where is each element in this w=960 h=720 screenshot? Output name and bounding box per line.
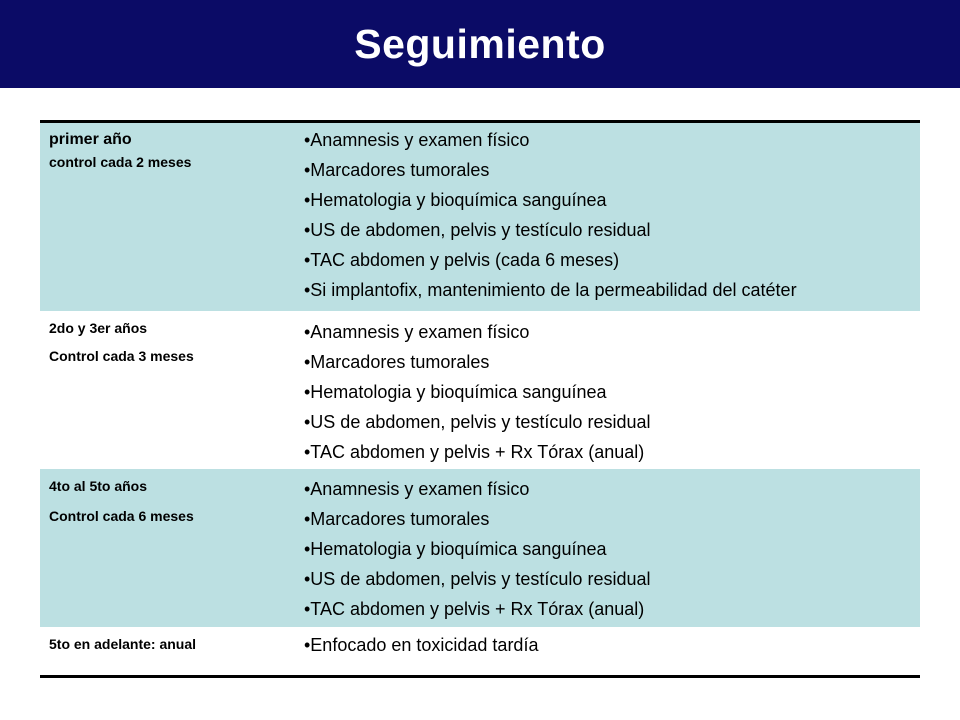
list-item: •Anamnesis y examen físico [304,479,530,499]
control-frequency: Control cada 6 meses [49,508,194,524]
title-bar [0,0,960,88]
list-item: •Marcadores tumorales [304,509,490,529]
list-item: •Marcadores tumorales [304,352,490,372]
table-row-2do-3er [40,311,920,469]
period-cell [40,469,302,627]
slide-title: Seguimiento [354,20,606,67]
table-row-primer-ano [40,123,920,311]
control-frequency: Control cada 3 meses [49,348,194,364]
period-label: primer año [49,131,132,148]
period-cell [40,627,302,675]
period-label: 5to en adelante: anual [49,636,197,652]
list-item: •US de abdomen, pelvis y testículo residual [304,412,651,432]
list-item: •Anamnesis y examen físico [304,130,530,150]
item-list [304,125,920,305]
list-item: •Hematologia y bioquímica sanguínea [304,190,607,210]
period-label: 4to al 5to años [49,478,148,494]
period-cell [40,123,302,311]
list-item: •Enfocado en toxicidad tardía [304,635,539,655]
period-cell [40,311,302,469]
item-list [304,630,920,660]
list-item: •Anamnesis y examen físico [304,322,530,342]
table-row-4to-5to [40,469,920,627]
list-item: •Si implantofix, mantenimiento de la permeabilidad del catéter [304,280,797,300]
items-cell [302,469,920,627]
list-item: •Hematologia y bioquímica sanguínea [304,539,607,559]
item-list [304,474,920,624]
list-item: •TAC abdomen y pelvis + Rx Tórax (anual) [304,442,645,462]
list-item: •Hematologia y bioquímica sanguínea [304,382,607,402]
list-item: •US de abdomen, pelvis y testículo residual [304,569,651,589]
items-cell [302,627,920,675]
control-frequency: control cada 2 meses [49,154,192,170]
items-cell [302,123,920,311]
list-item: •US de abdomen, pelvis y testículo residual [304,220,651,240]
list-item: •TAC abdomen y pelvis (cada 6 meses) [304,250,620,270]
table-row-5to-adelante [40,627,920,675]
list-item: •TAC abdomen y pelvis + Rx Tórax (anual) [304,599,645,619]
list-item: •Marcadores tumorales [304,160,490,180]
item-list [304,317,920,467]
follow-up-table [40,120,920,678]
period-label: 2do y 3er años [49,320,148,336]
items-cell [302,311,920,469]
